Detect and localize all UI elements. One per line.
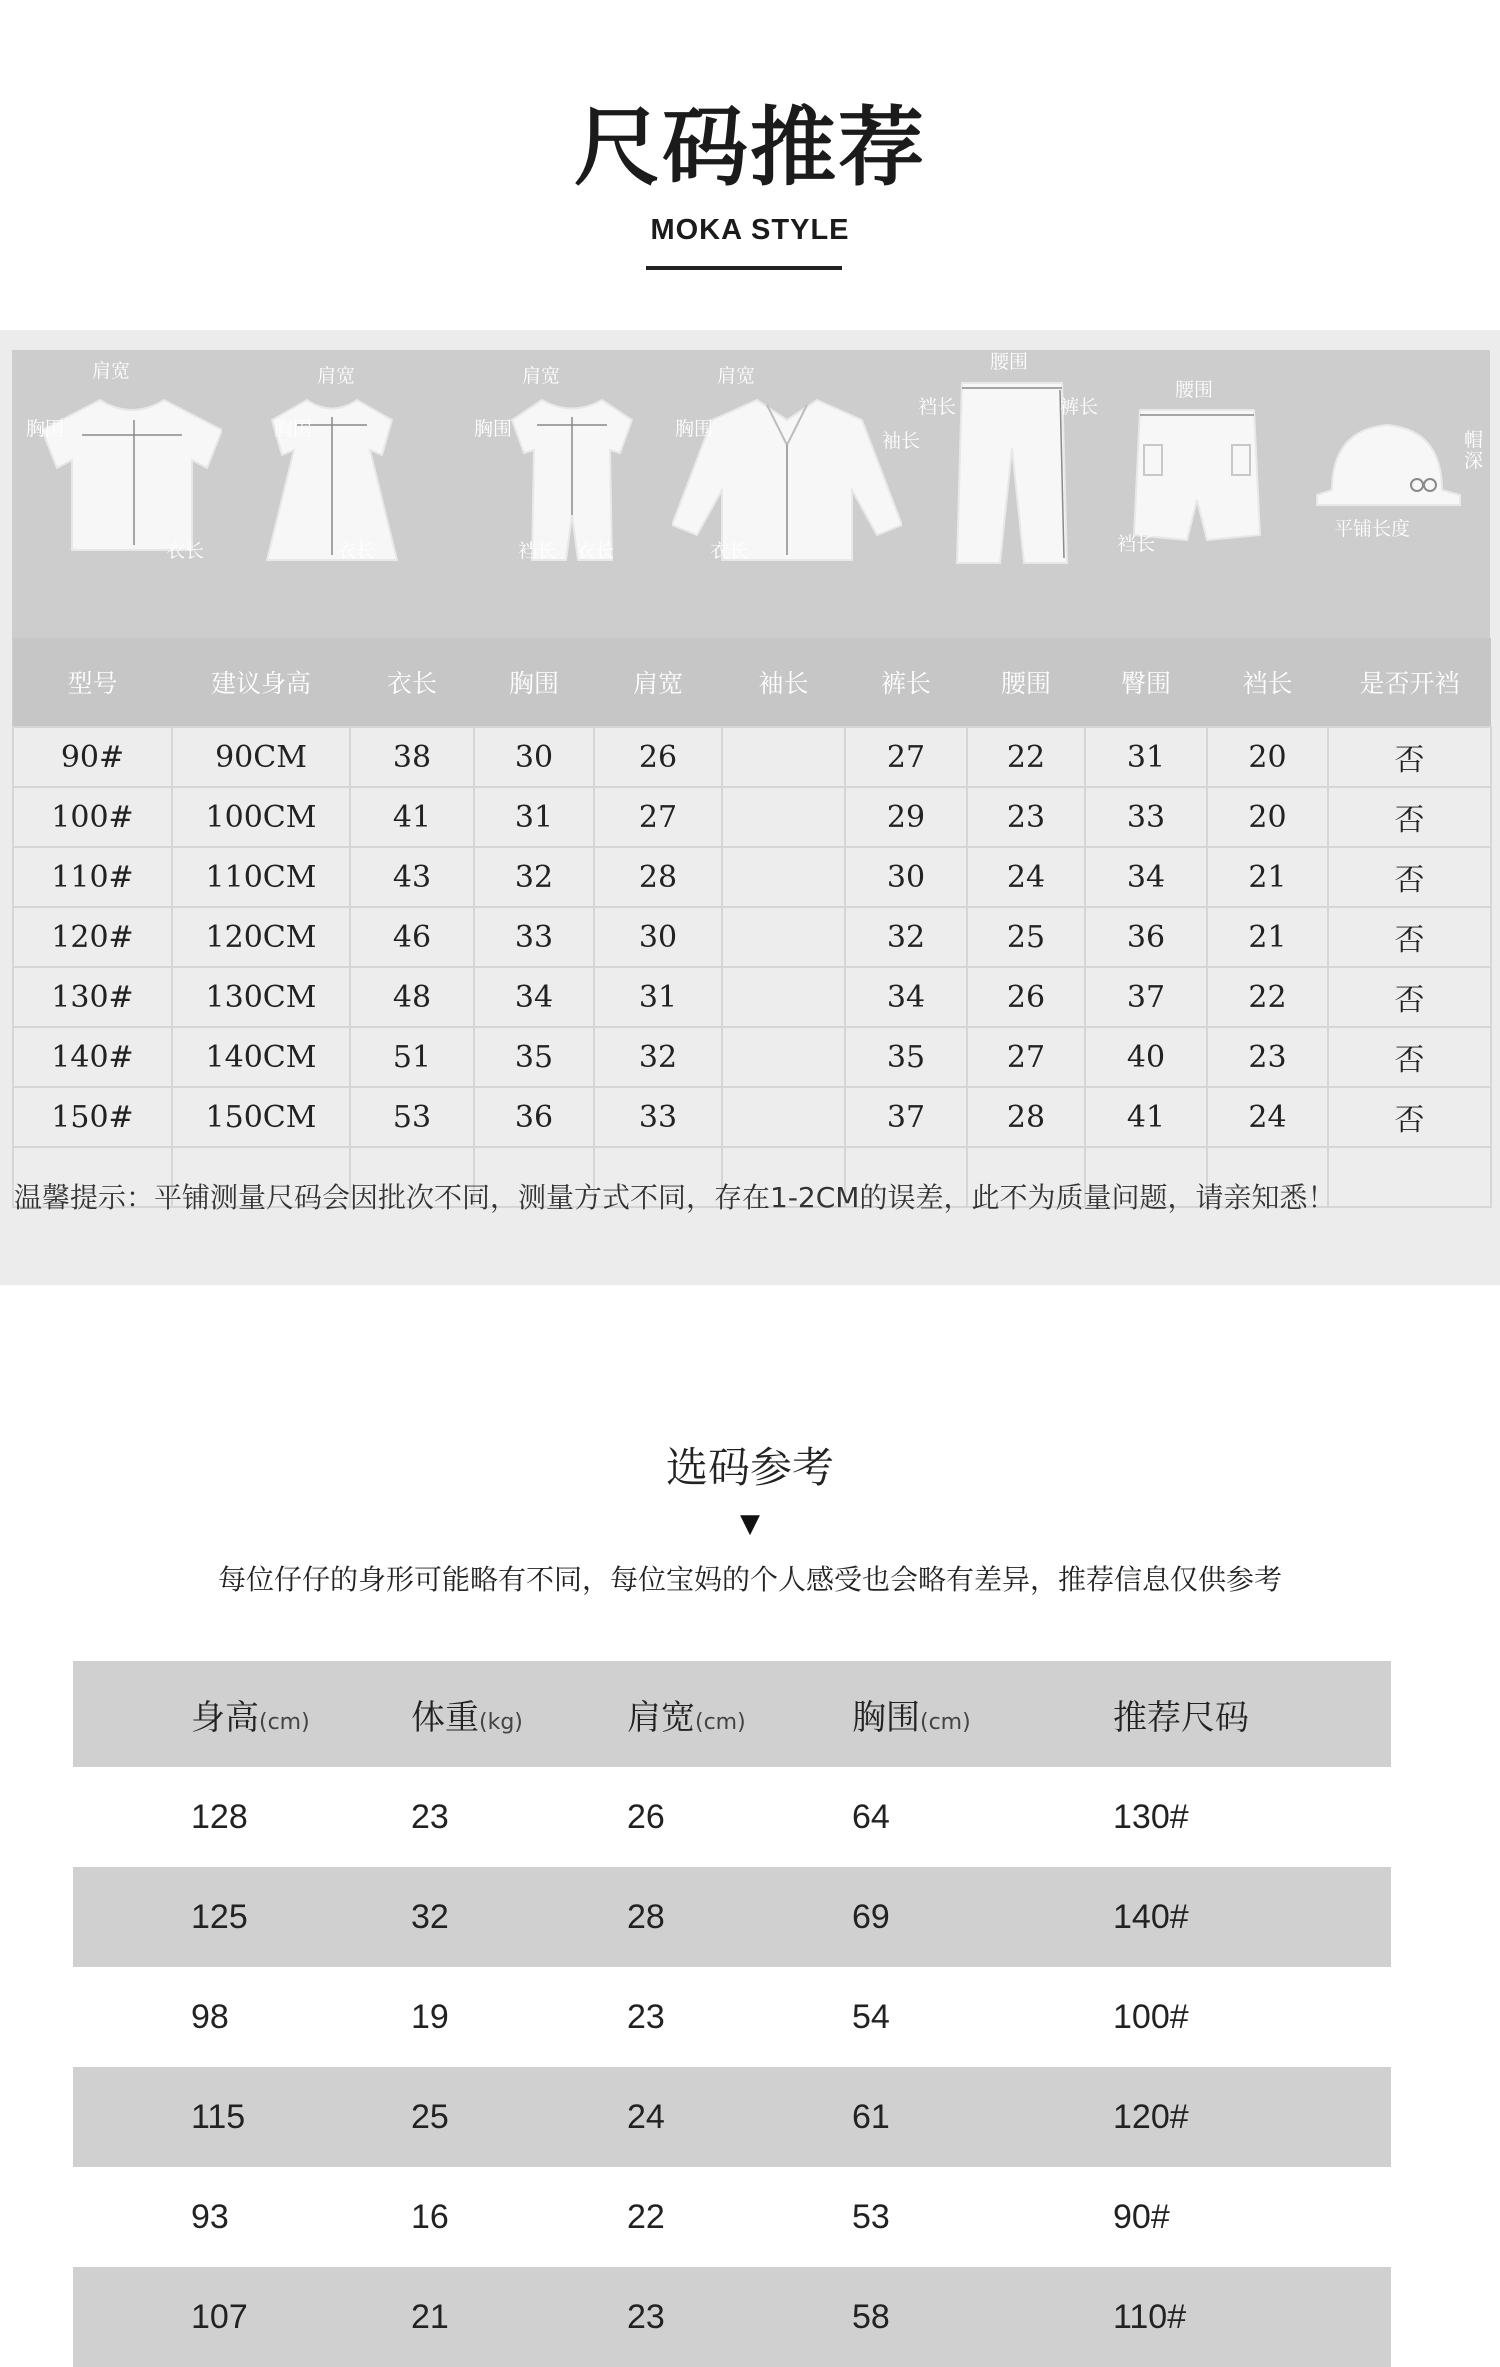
reference-header-row [73, 1661, 1391, 1767]
romper-crotch-label: 裆长 [518, 540, 557, 562]
col-header-open-crotch: 是否开裆 [1328, 638, 1491, 727]
cell: 27 [967, 1027, 1085, 1087]
cell: 33 [594, 1087, 722, 1147]
cell: 否 [1328, 967, 1491, 1027]
cell [722, 907, 845, 967]
cell: 54 [852, 1997, 890, 2036]
cell: 130CM [172, 967, 350, 1027]
cell: 35 [474, 1027, 594, 1087]
col-header-shoulder: 肩宽 [594, 638, 722, 727]
cell [722, 1087, 845, 1147]
cell [722, 847, 845, 907]
shorts-waist-label: 腰围 [1175, 379, 1214, 401]
cell: 28 [594, 847, 722, 907]
cell: 130# [1113, 1797, 1189, 1836]
cell: 115 [73, 2067, 411, 2167]
cell: 37 [1085, 967, 1207, 1027]
cell: 34 [474, 967, 594, 1027]
pants-diagram [952, 378, 1072, 568]
cell: 64 [852, 1797, 890, 1836]
cell: 130# [13, 967, 172, 1027]
cell: 30 [594, 907, 722, 967]
cell: 140# [1113, 1867, 1391, 1967]
cell: 30 [474, 727, 594, 787]
tshirt-diagram [42, 390, 222, 560]
cell: 25 [411, 2067, 627, 2167]
cell: 23 [627, 2267, 852, 2367]
cell: 93 [191, 2197, 229, 2236]
cell: 否 [1328, 847, 1491, 907]
cell: 31 [474, 787, 594, 847]
cell: 22 [967, 727, 1085, 787]
cell: 21 [1207, 847, 1328, 907]
size-chart-panel [0, 330, 1500, 1285]
cell: 29 [845, 787, 967, 847]
cell: 110CM [172, 847, 350, 907]
hat-depth-label: 帽深 [1464, 429, 1484, 472]
size-chart-header-row [13, 638, 1491, 727]
reference-description: 每位仔仔的身形可能略有不同，每位宝妈的个人感受也会略有差异，推荐信息仅供参考 [217, 1563, 1282, 1596]
pants-waist-label: 腰围 [990, 351, 1029, 373]
cell: 46 [350, 907, 474, 967]
cell: 128 [191, 1797, 248, 1836]
col-header-height: 身高(cm) [73, 1661, 411, 1767]
cell: 否 [1328, 1087, 1491, 1147]
cell: 否 [1328, 1027, 1491, 1087]
table-row [13, 907, 1491, 967]
down-arrow-icon: ▼ [740, 1509, 760, 1539]
cell [722, 787, 845, 847]
cell: 31 [1085, 727, 1207, 787]
table-row [13, 1027, 1491, 1087]
pants-length-label: 裤长 [1060, 396, 1099, 418]
cell [722, 1027, 845, 1087]
dress-chest-label: 胸围 [274, 418, 313, 440]
cell: 26 [967, 967, 1085, 1027]
cell: 32 [594, 1027, 722, 1087]
cell: 26 [627, 1797, 665, 1836]
col-header-crotch: 裆长 [1207, 638, 1328, 727]
col-header-size: 型号 [13, 638, 172, 727]
jacket-chest-label: 胸围 [675, 418, 714, 440]
cell: 100# [1113, 1997, 1189, 2036]
col-header-hip: 臀围 [1085, 638, 1207, 727]
table-row [73, 2267, 1391, 2367]
cell: 26 [594, 727, 722, 787]
cell: 32 [474, 847, 594, 907]
cell: 16 [411, 2197, 449, 2236]
table-row [13, 1087, 1491, 1147]
cell: 33 [1085, 787, 1207, 847]
shorts-diagram [1132, 405, 1262, 545]
jacket-length-label: 衣长 [710, 540, 749, 562]
cell: 23 [411, 1797, 449, 1836]
cell: 21 [411, 2267, 627, 2367]
cell: 34 [845, 967, 967, 1027]
table-row [13, 727, 1491, 787]
cell: 21 [1207, 907, 1328, 967]
cell: 30 [845, 847, 967, 907]
cell: 43 [350, 847, 474, 907]
cell: 100# [13, 787, 172, 847]
cell: 41 [1085, 1087, 1207, 1147]
page-subtitle: MOKA STYLE [650, 214, 850, 246]
cell: 28 [627, 1867, 852, 1967]
cell: 125 [73, 1867, 411, 1967]
cell: 53 [350, 1087, 474, 1147]
col-header-length: 衣长 [350, 638, 474, 727]
cell: 28 [967, 1087, 1085, 1147]
cell: 53 [852, 2197, 890, 2236]
dress-shoulder-label: 肩宽 [317, 365, 356, 387]
cell: 61 [852, 2067, 1113, 2167]
cell: 22 [1207, 967, 1328, 1027]
reference-title: 选码参考 [665, 1443, 834, 1492]
cell: 32 [411, 1867, 627, 1967]
cell: 27 [845, 727, 967, 787]
jacket-sleeve-label: 袖长 [882, 430, 921, 452]
cell: 24 [967, 847, 1085, 907]
table-row [73, 1867, 1391, 1967]
cell: 20 [1207, 787, 1328, 847]
col-header-waist: 腰围 [967, 638, 1085, 727]
cell: 140CM [172, 1027, 350, 1087]
garment-diagrams [12, 350, 1490, 588]
cell: 37 [845, 1087, 967, 1147]
page-title: 尺码推荐 [574, 98, 926, 198]
tshirt-shoulder-label: 肩宽 [92, 360, 131, 382]
cell: 20 [1207, 727, 1328, 787]
table-row [73, 1967, 1391, 2067]
measurement-notice: 温馨提示：平铺测量尺码会因批次不同，测量方式不同，存在1-2CM的误差，此不为质量问题，请亲知悉！ [14, 1181, 1336, 1214]
cell: 69 [852, 1867, 1113, 1967]
cell: 27 [594, 787, 722, 847]
cell: 40 [1085, 1027, 1207, 1087]
col-header-height: 建议身高 [172, 638, 350, 727]
reference-table [73, 1661, 1391, 2367]
cell: 22 [627, 2197, 665, 2236]
cell: 34 [1085, 847, 1207, 907]
col-header-chest: 胸围(cm) [852, 1661, 1113, 1767]
cell: 48 [350, 967, 474, 1027]
dress-length-label: 衣长 [337, 540, 376, 562]
jacket-shoulder-label: 肩宽 [717, 365, 756, 387]
cell: 120CM [172, 907, 350, 967]
cell: 110# [1113, 2267, 1391, 2367]
cell: 38 [350, 727, 474, 787]
hat-diagram [1312, 420, 1462, 520]
cell: 23 [1207, 1027, 1328, 1087]
cell: 否 [1328, 727, 1491, 787]
col-header-pants-length: 裤长 [845, 638, 967, 727]
cell: 140# [13, 1027, 172, 1087]
cell: 90# [1113, 2197, 1170, 2236]
table-row [13, 967, 1491, 1027]
romper-length-label: 衣长 [576, 540, 615, 562]
col-header-weight: 体重(kg) [411, 1661, 627, 1767]
cell: 24 [627, 2067, 852, 2167]
cell: 51 [350, 1027, 474, 1087]
cell [722, 967, 845, 1027]
table-row [13, 787, 1491, 847]
tshirt-length-label: 衣长 [166, 540, 205, 562]
col-header-sleeve: 袖长 [722, 638, 845, 727]
cell: 35 [845, 1027, 967, 1087]
cell: 19 [411, 1997, 449, 2036]
romper-shoulder-label: 肩宽 [522, 365, 561, 387]
cell: 36 [474, 1087, 594, 1147]
cell: 150CM [172, 1087, 350, 1147]
cell: 120# [1113, 2067, 1391, 2167]
cell: 98 [191, 1997, 229, 2036]
title-underline [646, 266, 842, 270]
cell: 33 [474, 907, 594, 967]
hat-flat-length-label: 平铺长度 [1334, 518, 1411, 540]
cell: 58 [852, 2267, 1113, 2367]
shorts-crotch-label: 裆长 [1117, 533, 1156, 555]
size-chart-table [12, 638, 1492, 1208]
cell: 90CM [172, 727, 350, 787]
cell: 41 [350, 787, 474, 847]
table-row [73, 1767, 1391, 1867]
cell: 150# [13, 1087, 172, 1147]
cell: 100CM [172, 787, 350, 847]
cell: 23 [967, 787, 1085, 847]
cell: 120# [13, 907, 172, 967]
col-header-recommended-size: 推荐尺码 [1113, 1661, 1391, 1767]
col-header-shoulder: 肩宽(cm) [627, 1661, 852, 1767]
table-row [13, 847, 1491, 907]
cell: 90# [13, 727, 172, 787]
pants-crotch-label: 裆长 [918, 396, 957, 418]
tshirt-chest-label: 胸围 [26, 418, 65, 440]
table-row [73, 2067, 1391, 2167]
cell [722, 727, 845, 787]
cell: 否 [1328, 907, 1491, 967]
cell: 23 [627, 1997, 665, 2036]
col-header-chest: 胸围 [474, 638, 594, 727]
romper-chest-label: 胸围 [474, 418, 513, 440]
cell: 25 [967, 907, 1085, 967]
cell: 24 [1207, 1087, 1328, 1147]
cell: 32 [845, 907, 967, 967]
cell: 110# [13, 847, 172, 907]
cell: 否 [1328, 787, 1491, 847]
table-row [73, 2167, 1391, 2267]
cell: 107 [73, 2267, 411, 2367]
garment-illustration-panel [12, 350, 1490, 1138]
cell: 36 [1085, 907, 1207, 967]
cell: 31 [594, 967, 722, 1027]
